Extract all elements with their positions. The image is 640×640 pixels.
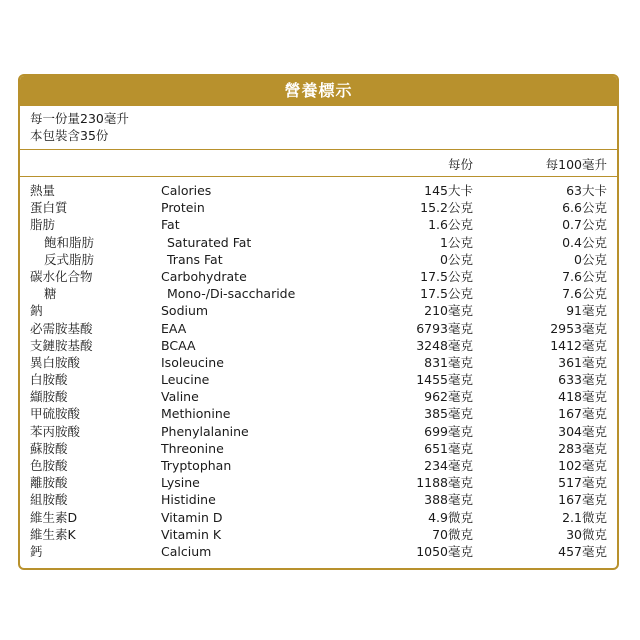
- nutrient-name-en: Phenylalanine: [161, 423, 249, 439]
- nutrient-row: [20, 405, 617, 422]
- value-per-serving: 6793毫克: [416, 320, 473, 336]
- col-per-serving: 每份: [447, 157, 473, 172]
- value-per-serving: 385毫克: [424, 406, 473, 422]
- nutrient-name-zh: 色胺酸: [30, 458, 68, 473]
- nutrient-name-zh: 蘇胺酸: [30, 440, 68, 456]
- value-per-serving: 17.5公克: [420, 268, 473, 284]
- nutrient-row: [20, 199, 617, 216]
- nutrient-name-en: Saturated Fat: [167, 234, 252, 250]
- value-per-serving: 210毫克: [424, 303, 473, 319]
- nutrient-name-en: BCAA: [161, 337, 196, 353]
- nutrient-rows: [20, 182, 617, 560]
- column-headers: [20, 150, 617, 177]
- nutrient-name-zh: 熱量: [30, 183, 56, 198]
- value-per-serving: 1455毫克: [416, 372, 473, 388]
- value-per-100ml: 1412毫克: [550, 337, 607, 353]
- value-per-100ml: 418毫克: [558, 389, 607, 405]
- value-per-100ml: 304毫克: [558, 423, 607, 439]
- nutrient-name-zh: 組胺酸: [30, 492, 68, 508]
- nutrient-name-en: Leucine: [161, 372, 210, 388]
- value-per-serving: 651毫克: [424, 440, 473, 456]
- nutrient-name-en: Protein: [161, 200, 205, 216]
- value-per-serving: 1188毫克: [416, 475, 473, 491]
- nutrient-name-zh: 反式脂肪: [44, 251, 95, 267]
- nutrient-name-en: Fat: [161, 217, 180, 233]
- value-per-serving: 1公克: [440, 234, 473, 250]
- value-per-serving: 145大卡: [424, 183, 473, 198]
- value-per-serving: 0公克: [440, 251, 473, 267]
- value-per-100ml: 283毫克: [558, 440, 607, 456]
- value-per-serving: 3248毫克: [416, 337, 473, 353]
- nutrient-name-zh: 纈胺酸: [30, 389, 68, 405]
- nutrient-name-zh: 鈣: [30, 543, 43, 559]
- nutrient-name-zh: 脂肪: [30, 217, 56, 233]
- nutrient-name-en: Sodium: [161, 303, 209, 319]
- nutrient-name-zh: 碳水化合物: [30, 268, 93, 284]
- nutrient-name-en: Histidine: [161, 492, 216, 508]
- value-per-100ml: 457毫克: [558, 543, 607, 559]
- value-per-100ml: 167毫克: [558, 406, 607, 422]
- nutrient-name-en: Methionine: [161, 406, 231, 422]
- nutrient-row: [20, 216, 617, 233]
- value-per-100ml: 361毫克: [558, 354, 607, 370]
- value-per-100ml: 91毫克: [566, 303, 607, 319]
- nutrient-row: [20, 285, 617, 302]
- value-per-100ml: 0公克: [574, 251, 607, 267]
- nutrient-name-zh: 鈉: [30, 303, 43, 319]
- value-per-100ml: 633毫克: [558, 372, 607, 388]
- nutrient-name-en: Carbohydrate: [161, 268, 247, 284]
- value-per-serving: 234毫克: [424, 458, 473, 473]
- nutrition-facts-panel: [18, 74, 619, 570]
- nutrient-row: [20, 543, 617, 560]
- nutrient-row: [20, 388, 617, 405]
- serving-size: 每一份量230毫升: [30, 111, 129, 126]
- value-per-serving: 699毫克: [424, 423, 473, 439]
- value-per-serving: 15.2公克: [420, 200, 473, 216]
- nutrient-row: [20, 509, 617, 526]
- nutrient-name-en: Threonine: [161, 440, 224, 456]
- nutrient-name-en: Lysine: [161, 475, 200, 491]
- nutrient-name-zh: 維生素D: [30, 509, 78, 525]
- nutrient-name-en: Trans Fat: [167, 251, 223, 267]
- nutrient-name-zh: 支鏈胺基酸: [30, 337, 93, 353]
- nutrient-name-zh: 必需胺基酸: [30, 320, 93, 336]
- nutrient-row: [20, 526, 617, 543]
- nutrient-name-zh: 白胺酸: [30, 372, 68, 388]
- value-per-serving: 1050毫克: [416, 543, 473, 559]
- value-per-100ml: 7.6公克: [562, 268, 607, 284]
- nutrient-row: [20, 337, 617, 354]
- serving-info: [20, 106, 617, 150]
- nutrient-name-zh: 甲硫胺酸: [30, 406, 81, 422]
- value-per-100ml: 0.4公克: [562, 234, 607, 250]
- nutrient-name-en: Vitamin D: [161, 509, 223, 525]
- nutrient-name-zh: 糖: [44, 286, 57, 302]
- nutrient-name-zh: 離胺酸: [30, 475, 68, 491]
- nutrient-name-zh: 異白胺酸: [30, 354, 81, 370]
- value-per-100ml: 2.1微克: [562, 509, 607, 525]
- value-per-serving: 962毫克: [424, 389, 473, 405]
- value-per-serving: 831毫克: [424, 354, 473, 370]
- col-per-100ml: 每100毫升: [545, 157, 607, 172]
- nutrient-name-en: Calories: [161, 183, 212, 198]
- value-per-100ml: 7.6公克: [562, 286, 607, 302]
- nutrient-name-en: Vitamin K: [161, 526, 222, 542]
- value-per-100ml: 0.7公克: [562, 217, 607, 233]
- nutrient-name-en: Tryptophan: [161, 458, 232, 473]
- nutrient-name-zh: 苯丙胺酸: [30, 423, 81, 439]
- nutrient-row: [20, 268, 617, 285]
- value-per-100ml: 102毫克: [558, 458, 607, 473]
- nutrient-name-en: Calcium: [161, 543, 212, 559]
- nutrient-name-en: EAA: [161, 320, 187, 336]
- nutrient-row: [20, 457, 617, 474]
- value-per-100ml: 6.6公克: [562, 200, 607, 216]
- nutrient-row: [20, 302, 617, 319]
- value-per-100ml: 2953毫克: [550, 320, 607, 336]
- nutrient-name-zh: 蛋白質: [30, 200, 68, 216]
- nutrient-name-en: Isoleucine: [161, 354, 224, 370]
- value-per-serving: 17.5公克: [420, 286, 473, 302]
- nutrient-name-en: Valine: [161, 389, 199, 405]
- nutrient-row: [20, 491, 617, 508]
- nutrient-row: [20, 251, 617, 268]
- servings-per-pack: 本包裝含35份: [30, 128, 109, 143]
- nutrient-row: [20, 371, 617, 388]
- nutrient-name-zh: 維生素K: [30, 526, 76, 542]
- nutrient-name-zh: 飽和脂肪: [44, 234, 95, 250]
- value-per-serving: 1.6公克: [428, 217, 473, 233]
- value-per-serving: 4.9微克: [428, 509, 473, 525]
- value-per-100ml: 30微克: [566, 526, 607, 542]
- nutrient-name-en: Mono-/Di-saccharide: [167, 286, 296, 302]
- nutrient-row: [20, 234, 617, 251]
- nutrient-row: [20, 320, 617, 337]
- value-per-100ml: 167毫克: [558, 492, 607, 508]
- value-per-100ml: 63大卡: [566, 183, 607, 198]
- nutrient-row: [20, 182, 617, 199]
- nutrient-row: [20, 474, 617, 491]
- value-per-100ml: 517毫克: [558, 475, 607, 491]
- nutrient-row: [20, 440, 617, 457]
- nutrient-row: [20, 354, 617, 371]
- nutrient-row: [20, 423, 617, 440]
- nutrition-title: 營養標示: [20, 76, 617, 106]
- value-per-serving: 70微克: [432, 526, 473, 542]
- value-per-serving: 388毫克: [424, 492, 473, 508]
